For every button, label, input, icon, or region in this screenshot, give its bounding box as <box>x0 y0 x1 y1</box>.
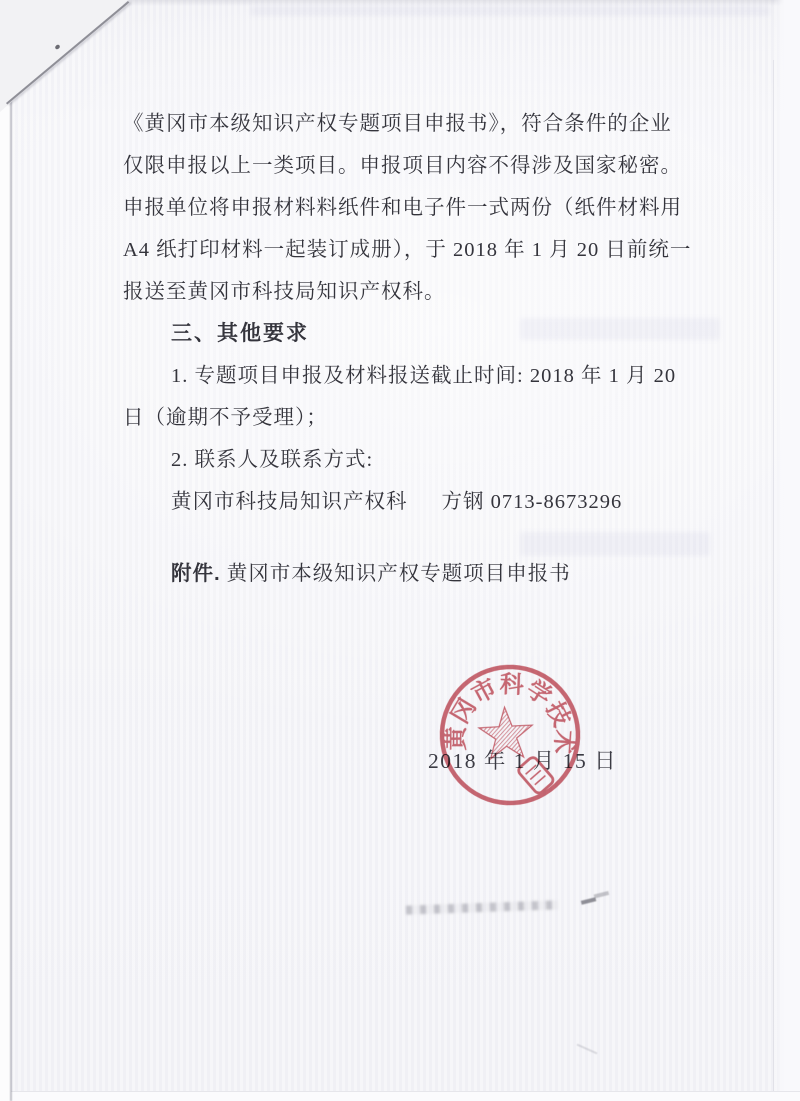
star-icon <box>478 706 534 759</box>
document-body <box>123 103 697 595</box>
contact-office: 黄冈市科技局知识产权科 <box>171 491 408 513</box>
bleed-through-artifact <box>250 6 770 16</box>
pencil-smudge-artifact <box>406 900 558 914</box>
attachment-label: 附件. <box>171 562 221 585</box>
section-heading: 三、其他要求 <box>171 322 309 345</box>
page-right-edge-line <box>773 60 774 1101</box>
body-line: 仅限申报以上一类项目。申报项目内容不得涉及国家秘密。 <box>123 155 682 177</box>
page-left-edge-line <box>10 92 12 1101</box>
body-line: 《黄冈市本级知识产权专题项目申报书》，符合条件的企业 <box>123 113 672 135</box>
official-seal-stamp <box>420 645 601 826</box>
attachment-title: 黄冈市本级知识产权专题项目申报书 <box>226 563 571 585</box>
body-line: A4 纸打印材料一起装订成册），于 2018 年 1 月 20 日前统一 <box>123 239 692 261</box>
attachment-line <box>123 553 697 595</box>
page-right-edge <box>774 0 800 1101</box>
scan-scratch-artifact <box>577 1044 598 1055</box>
body-line: 申报单位将申报材料料纸件和电子件一式两份（纸件材料用 <box>123 197 682 219</box>
contact-person-phone: 方钢 0713-8673296 <box>441 491 623 513</box>
list-item-line: 日（逾期不予受理）； <box>123 407 328 429</box>
pencil-smudge-artifact <box>581 897 596 904</box>
list-item-line: 2. 联系人及联系方式: <box>171 449 374 471</box>
list-item-line: 1. 专题项目申报及材料报送截止时间: 2018 年 1 月 20 <box>171 365 677 387</box>
page-bottom-edge <box>0 1091 800 1101</box>
seal-arc-text: 黄冈市科学技术 <box>444 672 577 756</box>
contact-line <box>123 481 697 523</box>
body-line: 报送至黄冈市科技局知识产权科。 <box>123 281 446 303</box>
date-line: 2018 年 1 月 15 日 <box>428 749 618 773</box>
